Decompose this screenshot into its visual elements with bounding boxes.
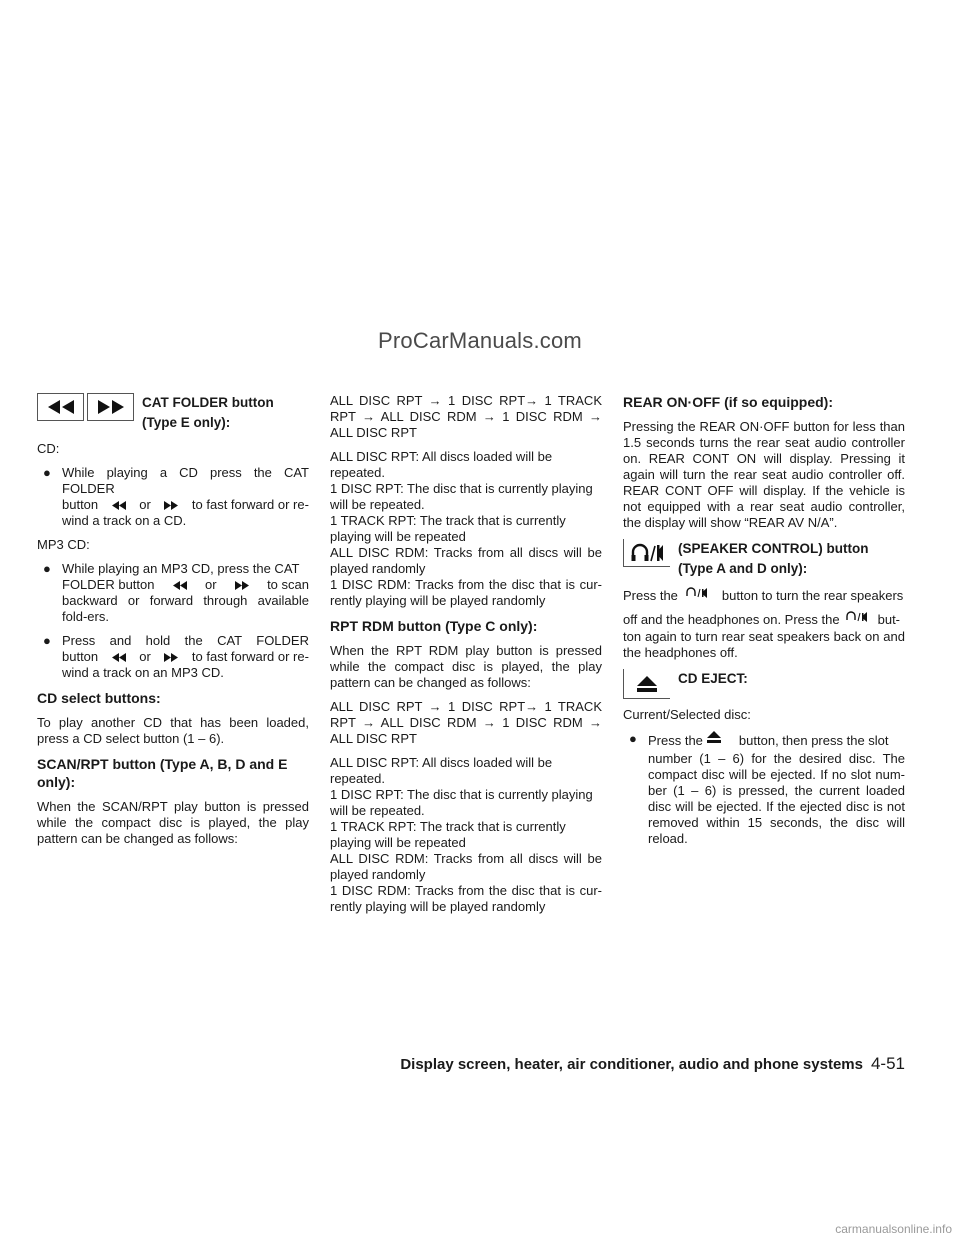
eject-bullet-line-1 <box>648 731 905 751</box>
desc-1-disc-rpt-1: 1 DISC RPT: The disc that is currently playing will be repeated. <box>330 481 593 512</box>
cd-eject-title: CD EJECT: <box>678 671 748 686</box>
desc-all-disc-rdm-2: ALL DISC RDM: Tracks from all discs will be played randomly <box>330 851 602 882</box>
mp3-label: MP3 CD: <box>37 537 90 552</box>
rewind-icon <box>173 581 187 590</box>
fast-forward-icon <box>164 653 178 662</box>
speaker-text-off: off and the headphones on. Press the <box>623 612 840 627</box>
speaker-control-header <box>623 539 905 579</box>
desc-1-disc-rpt-2: 1 DISC RPT: The disc that is currently playing will be repeated. <box>330 787 593 818</box>
mp3-bullet-2-button-word: button <box>62 649 99 664</box>
page-footer <box>400 1054 905 1074</box>
play-sequence-2: ALL DISC RPT → 1 DISC RPT→ 1 TRACK RPT → ALL DISC RDM → 1 DISC RDM → ALL DISC RPT <box>330 699 602 746</box>
speaker-control-subtitle: (Type A and D only): <box>678 561 808 576</box>
play-sequence-1: ALL DISC RPT → 1 DISC RPT→ 1 TRACK RPT → ALL DISC RDM → 1 DISC RDM → ALL DISC RPT <box>330 393 602 440</box>
rear-on-off-text: Pressing the REAR ON·OFF button for less than 1.5 seconds turns the rear seat audio controller on. REAR CONT ON will display. Pressing it again will turn the rear seat audio controller off. REAR CONT OFF will display. If the vehicle is not equipped with a rear seat audio controller, the display will show “REAR AV N/A”. <box>623 419 905 530</box>
cat-folder-title: CAT FOLDER button <box>142 395 274 410</box>
mp3-bullet-1-line-3: backward or forward through available fold-ers. <box>62 593 309 624</box>
rpt-rdm-heading: RPT RDM button (Type C only): <box>330 618 538 634</box>
desc-1-disc-rdm-2: 1 DISC RDM: Tracks from the disc that is cur-rently playing will be played randomly <box>330 883 602 914</box>
footer-section-title: Display screen, heater, air conditioner, audio and phone systems <box>400 1056 863 1073</box>
speaker-text-rest: button to turn the rear speakers <box>721 588 904 603</box>
speaker-text-line-3: ton again to turn rear seat speakers back on and the headphones off. <box>623 629 905 660</box>
column-3 <box>623 393 905 855</box>
cd-bullet-or: or <box>139 497 151 512</box>
desc-1-track-rpt-1: 1 TRACK RPT: The track that is currently playing will be repeated <box>330 513 566 544</box>
eject-bullet-rest: button, then press the slot <box>738 733 889 748</box>
cd-select-text: To play another CD that has been loaded, press a CD select button (1 – 6). <box>37 715 309 746</box>
speaker-control-title: (SPEAKER CONTROL) button <box>678 541 869 556</box>
desc-1-track-rpt-2: 1 TRACK RPT: The track that is currently playing will be repeated <box>330 819 566 850</box>
bullet-dot: ● <box>43 465 51 480</box>
eject-icon <box>623 669 670 699</box>
mp3-bullet-2-line-2 <box>62 649 309 665</box>
speaker-text-line-1 <box>623 587 905 605</box>
eject-icon <box>707 731 721 743</box>
mp3-bullet-1-line-2 <box>62 577 309 593</box>
rewind-icon <box>112 501 126 510</box>
bullet-dot: ● <box>43 561 51 576</box>
cd-bullet-button-word: button <box>62 497 99 512</box>
mp3-bullet-2-rest: to fast forward or re- <box>191 649 309 664</box>
cd-bullet-line-2 <box>62 497 309 513</box>
current-selected-label: Current/Selected disc: <box>623 707 751 722</box>
mp3-bullet-2-line-3: wind a track on an MP3 CD. <box>62 665 224 680</box>
cd-label: CD: <box>37 441 60 456</box>
speaker-text-line-2 <box>623 611 905 629</box>
page-number: 4-51 <box>870 1054 905 1073</box>
mp3-bullet-1 <box>37 561 309 625</box>
cd-bullet <box>37 465 309 529</box>
speaker-text-but: but- <box>877 612 901 627</box>
eject-bullet-press: Press the <box>648 733 703 748</box>
speaker-headphone-icon <box>623 539 670 567</box>
column-1 <box>37 393 309 855</box>
mp3-bullet-2-line-1: Press and hold the CAT FOLDER <box>62 633 309 648</box>
desc-all-disc-rpt-1: ALL DISC RPT: All discs loaded will be repeated. <box>330 449 553 480</box>
rewind-icon <box>112 653 126 662</box>
fast-forward-icon <box>87 393 134 421</box>
mp3-bullet-1-line-1: While playing an MP3 CD, press the CAT <box>62 561 300 576</box>
bullet-dot: ● <box>629 731 637 746</box>
speaker-headphone-icon <box>846 611 868 623</box>
desc-all-disc-rdm-1: ALL DISC RDM: Tracks from all discs will be played randomly <box>330 545 602 576</box>
eject-bullet-line-2: number (1 – 6) for the desired disc. The compact disc will be ejected. If no slot num-ber (1 – 6) is pressed, the current loaded disc will be ejected. If the ejected disc is not removed within 15 seconds, the disc will reload. <box>648 751 905 846</box>
rewind-icon <box>37 393 84 421</box>
speaker-headphone-icon <box>686 587 708 599</box>
mp3-bullet-2-or: or <box>139 649 151 664</box>
column-2 <box>330 393 602 915</box>
watermark-bottom: carmanualsonline.info <box>835 1222 952 1236</box>
mp3-bullet-2 <box>37 633 309 681</box>
bullet-dot: ● <box>43 633 51 648</box>
speaker-text-press: Press the <box>623 588 678 603</box>
cd-bullet-line-3: wind a track on a CD. <box>62 513 187 528</box>
cd-bullet-rest: to fast forward or re- <box>191 497 309 512</box>
fast-forward-icon <box>164 501 178 510</box>
cd-bullet-line-1: While playing a CD press the CAT FOLDER <box>62 465 309 496</box>
mp3-bullet-1-rest: to scan <box>267 577 309 592</box>
cd-select-heading: CD select buttons: <box>37 690 161 706</box>
eject-bullet <box>623 731 905 847</box>
cat-folder-header <box>37 393 309 433</box>
scan-rpt-text: When the SCAN/RPT play button is pressed while the compact disc is played, the play pattern can be changed as follows: <box>37 799 309 846</box>
watermark-top: ProCarManuals.com <box>378 328 582 353</box>
scan-rpt-heading: SCAN/RPT button (Type A, B, D and E only): <box>37 756 288 790</box>
fast-forward-icon <box>235 581 249 590</box>
desc-all-disc-rpt-2: ALL DISC RPT: All discs loaded will be repeated. <box>330 755 553 786</box>
rpt-rdm-text: When the RPT RDM play button is pressed while the compact disc is played, the play pattern can be changed as follows: <box>330 643 602 690</box>
cd-eject-header <box>623 669 905 699</box>
desc-1-disc-rdm-1: 1 DISC RDM: Tracks from the disc that is cur-rently playing will be played randomly <box>330 577 602 608</box>
rear-on-off-heading: REAR ON·OFF (if so equipped): <box>623 394 833 410</box>
cat-folder-subtitle: (Type E only): <box>142 415 231 430</box>
mp3-bullet-1-or: or <box>205 577 217 592</box>
mp3-bullet-1-folder-button: FOLDER button <box>62 577 155 592</box>
